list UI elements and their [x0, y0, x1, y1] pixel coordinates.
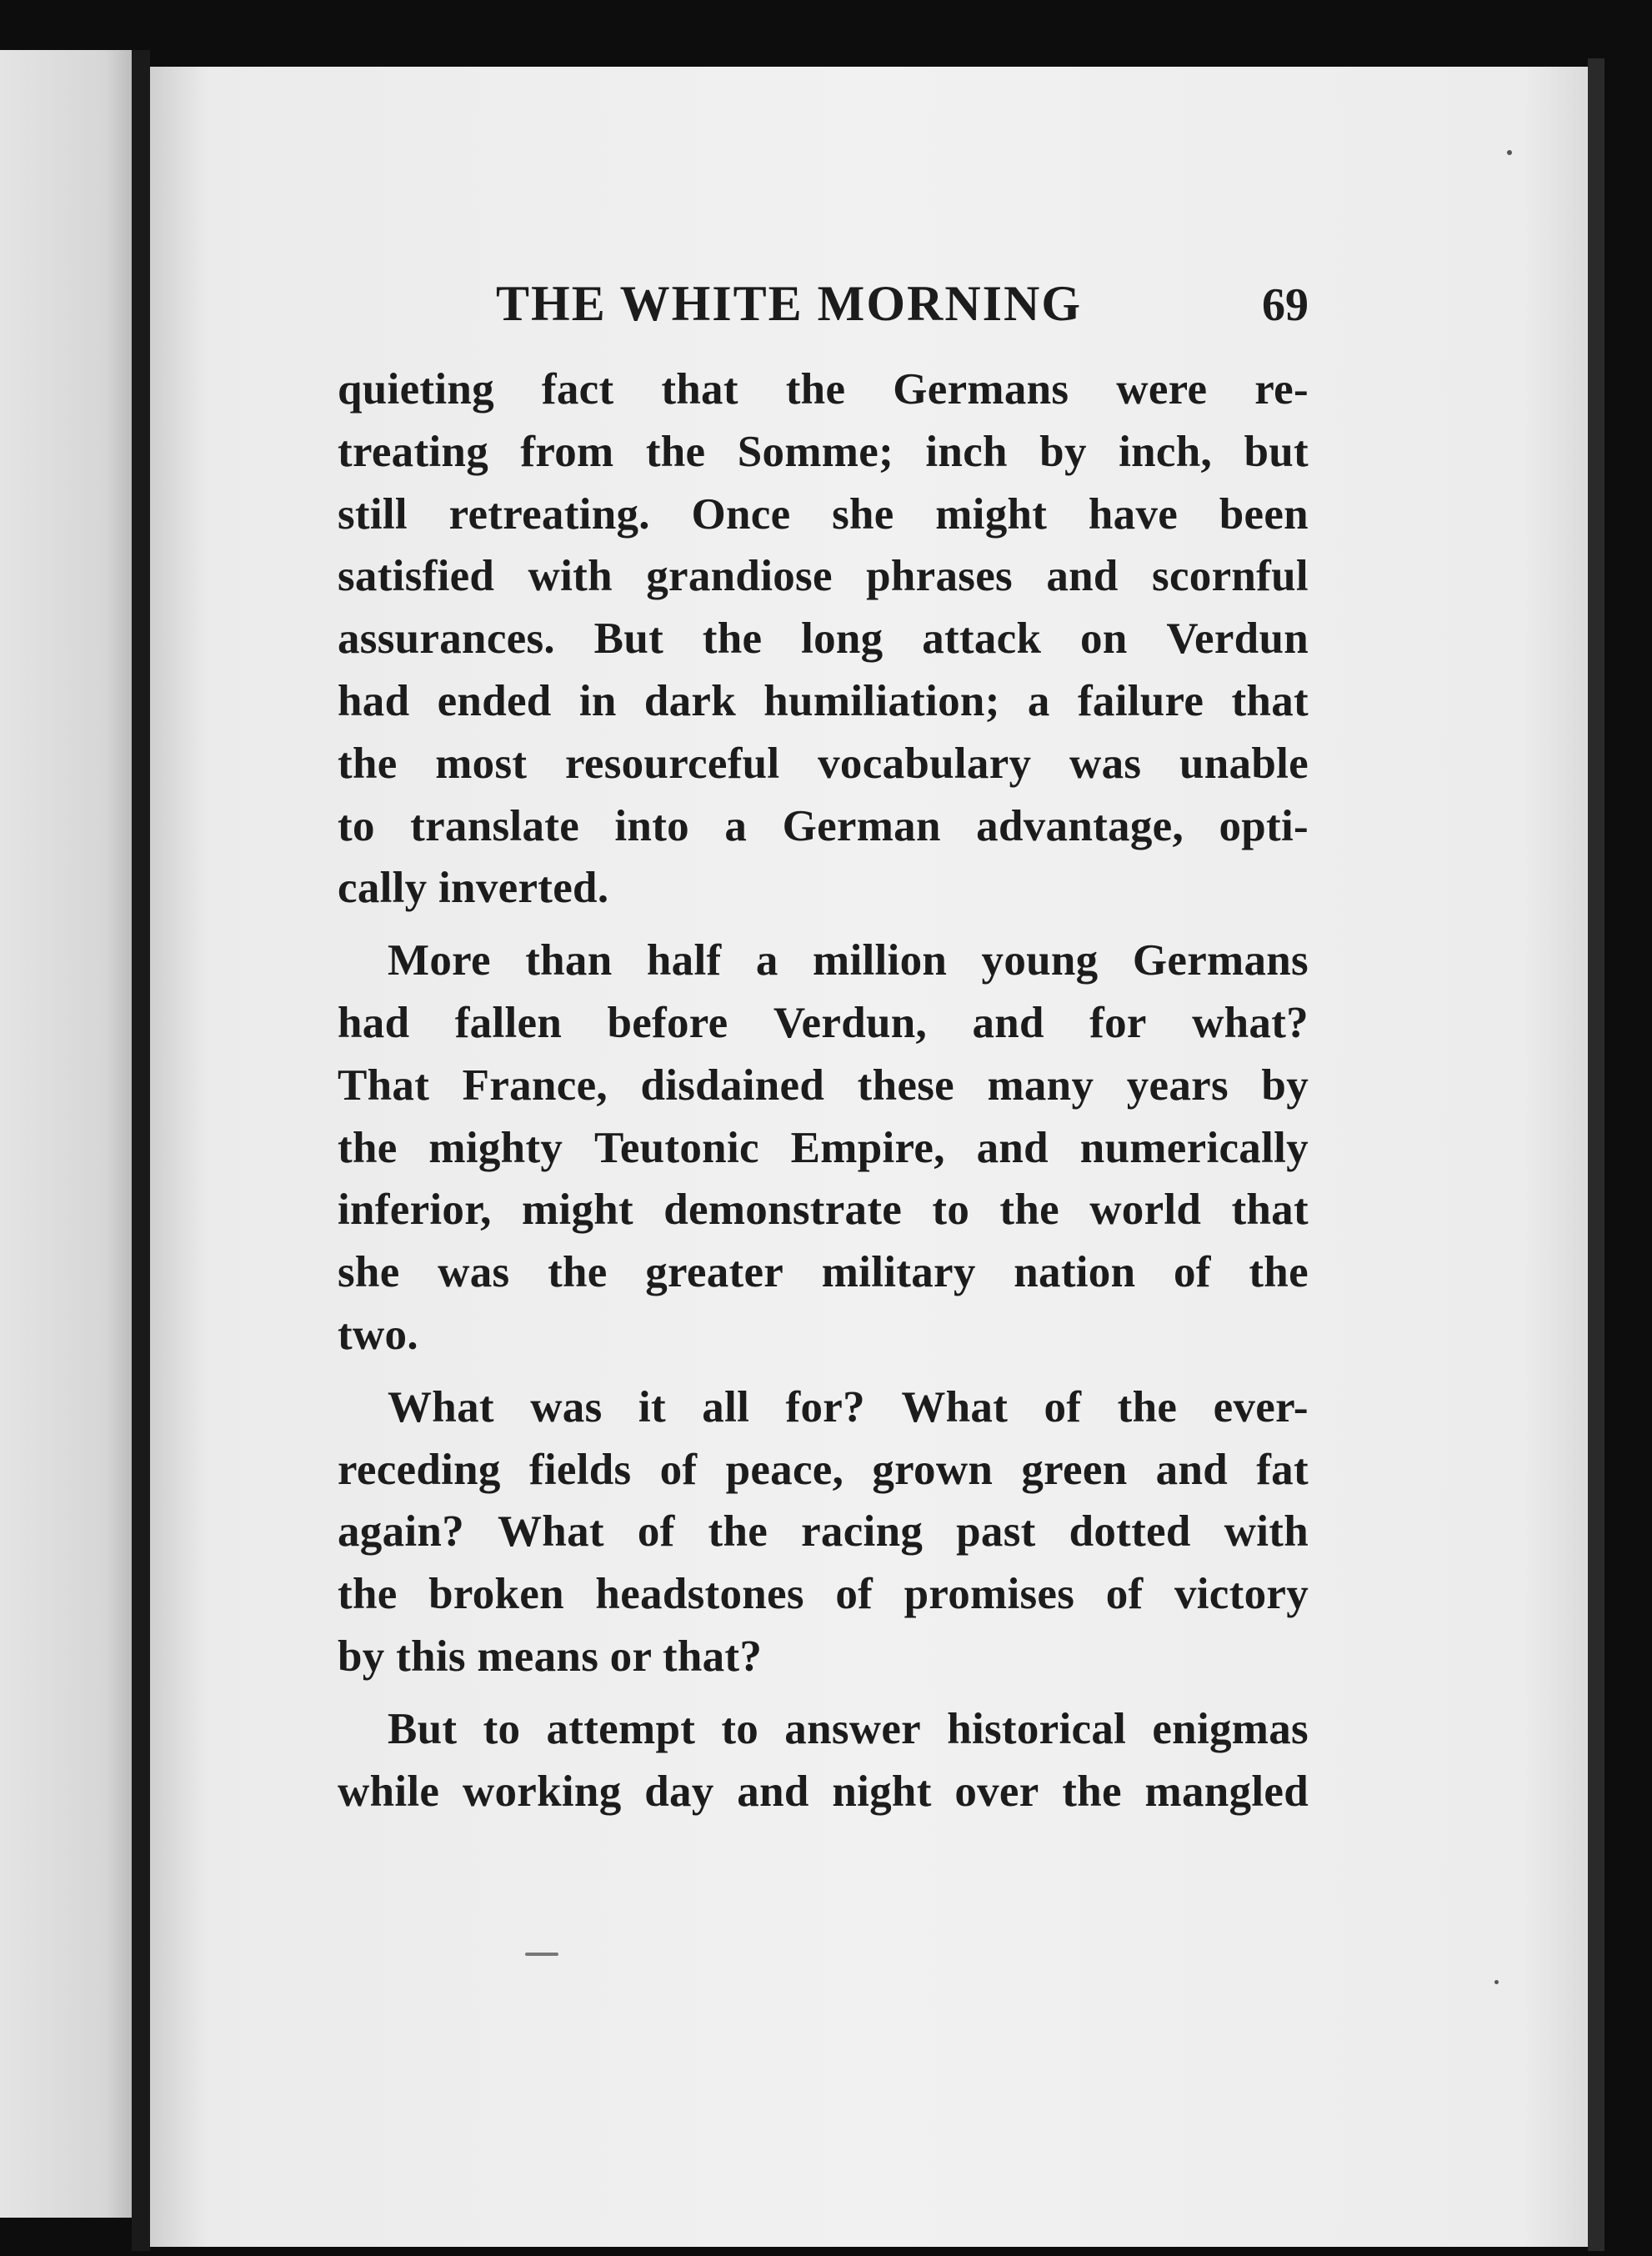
- text-line: had ended in dark humiliation; a failure that: [338, 676, 1309, 725]
- text-line: quieting fact that the Germans were re-: [338, 365, 1309, 414]
- text-line: That France, disdained these many years by: [338, 1060, 1309, 1110]
- text-line: while working day and night over the mangled: [338, 1767, 1309, 1816]
- text-line: cally inverted.: [338, 864, 609, 913]
- scan-speck: [1494, 1980, 1499, 1984]
- text-line: But to attempt to answer historical enigmas: [388, 1704, 1309, 1753]
- text-line: the mighty Teutonic Empire, and numerically: [338, 1123, 1309, 1172]
- scan-speck: [1507, 150, 1512, 155]
- page-text: [338, 267, 1309, 1832]
- page-right-edge: [1588, 58, 1604, 2251]
- text-line: What was it all for? What of the ever-: [388, 1382, 1309, 1431]
- text-line: assurances. But the long attack on Verdun: [338, 614, 1309, 664]
- text-line: still retreating. Once she might have been: [338, 489, 1309, 539]
- text-line: two.: [338, 1310, 418, 1359]
- text-line: by this means or that?: [338, 1632, 763, 1681]
- facing-page-edge: [0, 50, 132, 2218]
- running-title: THE WHITE MORNING: [496, 276, 1082, 331]
- text-line: treating from the Somme; inch by inch, but: [338, 427, 1309, 476]
- text-line: had fallen before Verdun, and for what?: [338, 998, 1309, 1047]
- text-line: she was the greater military nation of the: [338, 1248, 1309, 1297]
- binding-shadow: [132, 50, 150, 2251]
- text-line: the broken headstones of promises of victory: [338, 1570, 1309, 1619]
- text-line: satisfied with grandiose phrases and scornful: [338, 552, 1309, 601]
- running-head: [338, 267, 1309, 350]
- scan-speck: [525, 1953, 558, 1956]
- text-line: the most resourceful vocabulary was unable: [338, 739, 1309, 788]
- paragraph: [338, 1376, 1309, 1688]
- text-line: More than half a million young Germans: [388, 936, 1309, 985]
- text-line: receding fields of peace, grown green and fat: [338, 1445, 1309, 1494]
- page-number: 69: [1262, 279, 1309, 331]
- text-line: inferior, might demonstrate to the world that: [338, 1186, 1309, 1235]
- paragraph: [338, 930, 1309, 1366]
- text-line: again? What of the racing past dotted with: [338, 1507, 1309, 1557]
- paragraph: [338, 1698, 1309, 1823]
- text-line: to translate into a German advantage, opti-: [338, 801, 1309, 850]
- paragraph: [338, 358, 1309, 920]
